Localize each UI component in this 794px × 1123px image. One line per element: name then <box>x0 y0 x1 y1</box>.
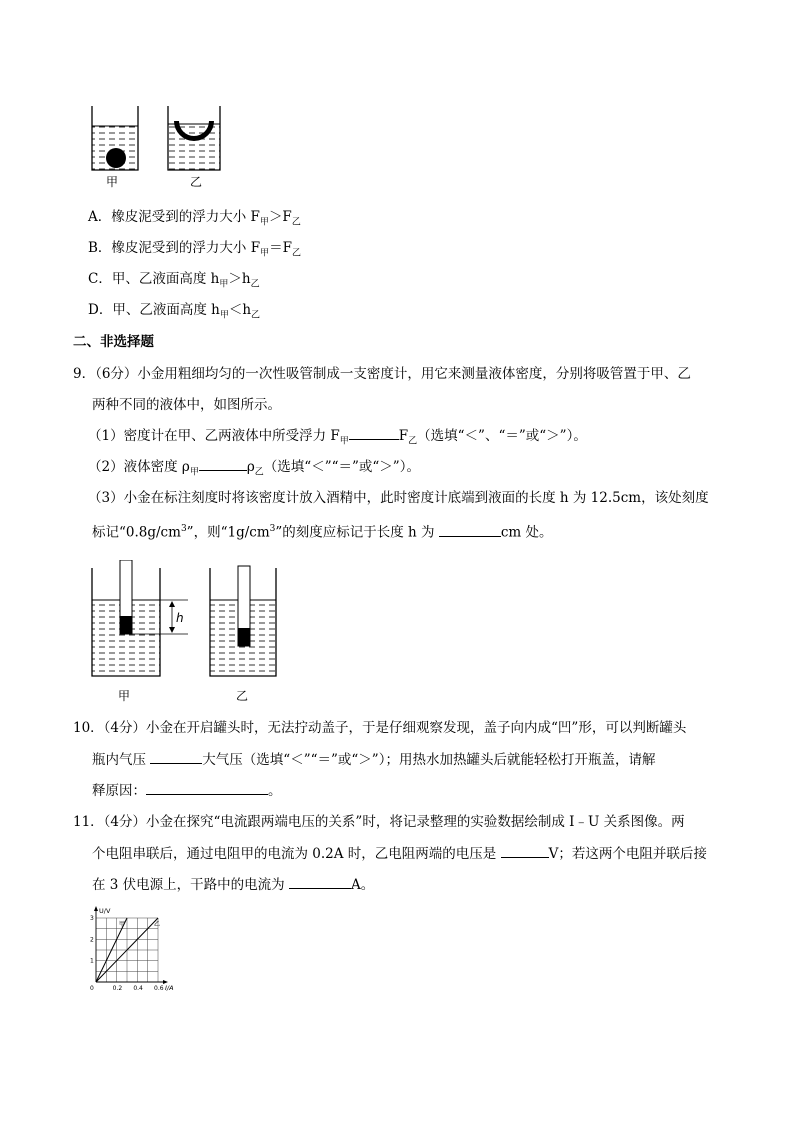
h-label: h <box>176 611 184 625</box>
label-right: 乙 <box>190 175 203 189</box>
x-tick-label: 0.6 <box>154 985 164 992</box>
q9-part3-line1: （3）小金在标注刻度时将该密度计放入酒精中，此时密度计底端到液面的长度 h 为 12.5cm，该处刻度 <box>88 490 709 506</box>
figure-hydrometers <box>88 560 288 705</box>
option-a: A．橡皮泥受到的浮力大小 $F_甲>F_乙$ <box>88 209 301 228</box>
q9-line2: 两种不同的液体中，如图所示。 <box>92 397 281 413</box>
q9-line1: 9．（6分）小金用粗细均匀的一次性吸管制成一支密度计，用它来测量液体密度，分别将吸管置于甲、乙 <box>73 366 691 382</box>
fig9-label-left: 甲 <box>118 689 131 703</box>
q9-blank3[interactable] <box>439 522 501 537</box>
label-left: 甲 <box>106 175 119 189</box>
q9-part2: （2）液体密度 $\rho_甲$ $\rho_乙$（选填“＜”“＝”或“＞”）。 <box>88 456 420 483</box>
iu-chart <box>86 904 181 996</box>
y-tick-label: 2 <box>90 936 94 944</box>
q10-blank1[interactable] <box>150 749 202 764</box>
q11-line2: 个电阻串联后，通过电阻甲的电流为 0.2A 时，乙电阻两端的电压是 V；若这两个电阻并联后接 <box>92 843 707 864</box>
q11-line3: 在 3 伏电源上，干路中的电流为 A。 <box>92 874 374 895</box>
q10-line3: 释原因： 。 <box>92 780 282 801</box>
section-heading: 二、非选择题 <box>73 334 154 350</box>
y-axis-label: U/V <box>99 907 111 915</box>
x-tick-label: 0.4 <box>133 985 143 992</box>
q10-line1: 10．（4分）小金在开启罐头时，无法拧动盖子，于是仔细观察发现，盖子向内成“凹”形，可以判断罐头 <box>73 720 687 736</box>
option-b: B．橡皮泥受到的浮力大小 $F_甲=F_乙$ <box>88 240 301 259</box>
q10-line2: 瓶内气压 大气压（选填“＜”“＝”或“＞”）；用热水加热罐头后就能轻松打开瓶盖，请解 <box>92 749 655 770</box>
q9-blank1[interactable] <box>349 425 399 440</box>
series-label-1: 甲 <box>119 921 126 928</box>
q10-blank2[interactable] <box>146 780 268 795</box>
x-tick-label: 0.2 <box>112 985 123 992</box>
y-tick-label: 1 <box>90 957 94 965</box>
q9-blank2[interactable] <box>199 456 247 471</box>
q11-blank2[interactable] <box>289 874 351 889</box>
figure-beakers-rubber <box>88 100 238 192</box>
x-axis-label: I/A <box>165 984 174 992</box>
y-tick-label: 3 <box>90 915 94 922</box>
option-c: C．甲、乙液面高度 $h_甲>h_乙$ <box>88 271 260 290</box>
q11-line1: 11．（4分）小金在探究“电流跟两端电压的关系”时，将记录整理的实验数据绘制成 I﹣U 关系图像。两 <box>73 814 685 830</box>
fig9-label-right: 乙 <box>236 689 249 703</box>
q9-part1: （1）密度计在甲、乙两液体中所受浮力 $F_甲$ $F_乙$（选填“＜”、“＝”或“＞”）。 <box>88 425 587 452</box>
q9-part3-line2: 标记“$0.8g/cm^3$”，则“$1g/cm^3$”的刻度应标记于长度 h 为 cm 处。 <box>92 519 553 543</box>
option-d: D．甲、乙液面高度 $h_甲<h_乙$ <box>88 302 261 321</box>
q11-blank1[interactable] <box>501 843 549 858</box>
series-label-2: 乙 <box>154 921 161 928</box>
tick-label-origin: 0 <box>90 985 94 992</box>
rubber-ball <box>106 148 126 168</box>
y-axis-arrow <box>94 906 98 911</box>
